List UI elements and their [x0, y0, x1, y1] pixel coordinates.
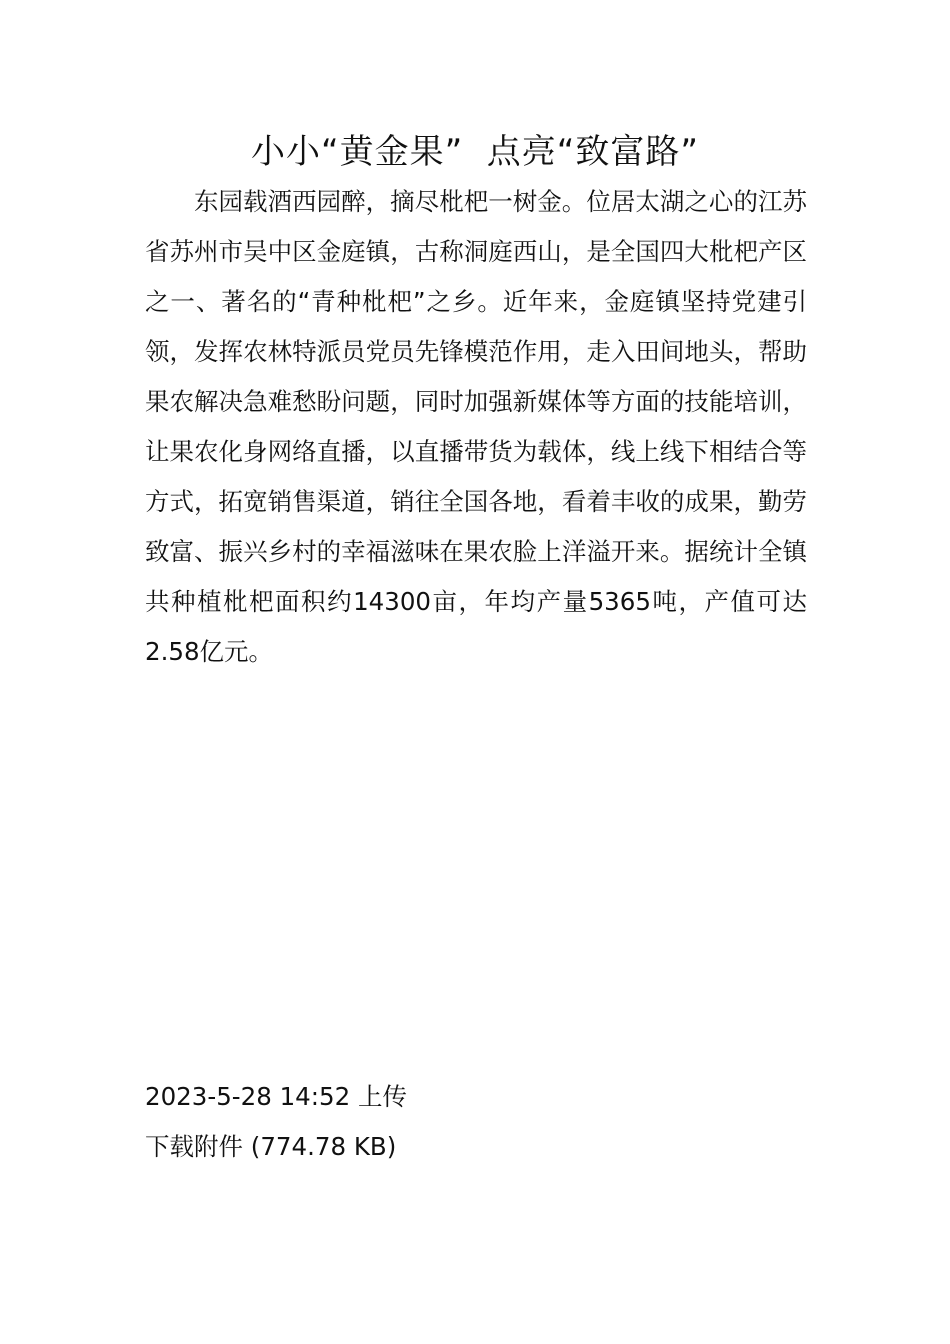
body-paragraph: 东园载酒西园醉，摘尽枇杷一树金。位居太湖之心的江苏省苏州市吴中区金庭镇，古称洞庭西山，是全国四大枇杷产区之一、著名的“青种枇杷”之乡。近年来，金庭镇坚持党建引领，发挥农林特派员党员先锋模范作用，走入田间地头，帮助果农解决急难愁盼问题，同时加强新媒体等方面的技能培训，让果农化身网络直播，以直播带货为载体，线上线下相结合等方式，拓宽销售渠道，销往全国各地，看着丰收的成果，勤劳致富、振兴乡村的幸福滋味在果农脸上洋溢开来。据统计全镇共种植枇杷面积约14300亩，年均产量5365吨，产值可达2.58亿元。	[145, 187, 807, 666]
download-attachment-link[interactable]: 下载附件 (774.78 KB)	[145, 1132, 397, 1161]
upload-timestamp: 2023-5-28 14:52 上传	[145, 1082, 407, 1111]
document-title: 小小“黄金果” 点亮“致富路”	[250, 132, 700, 172]
